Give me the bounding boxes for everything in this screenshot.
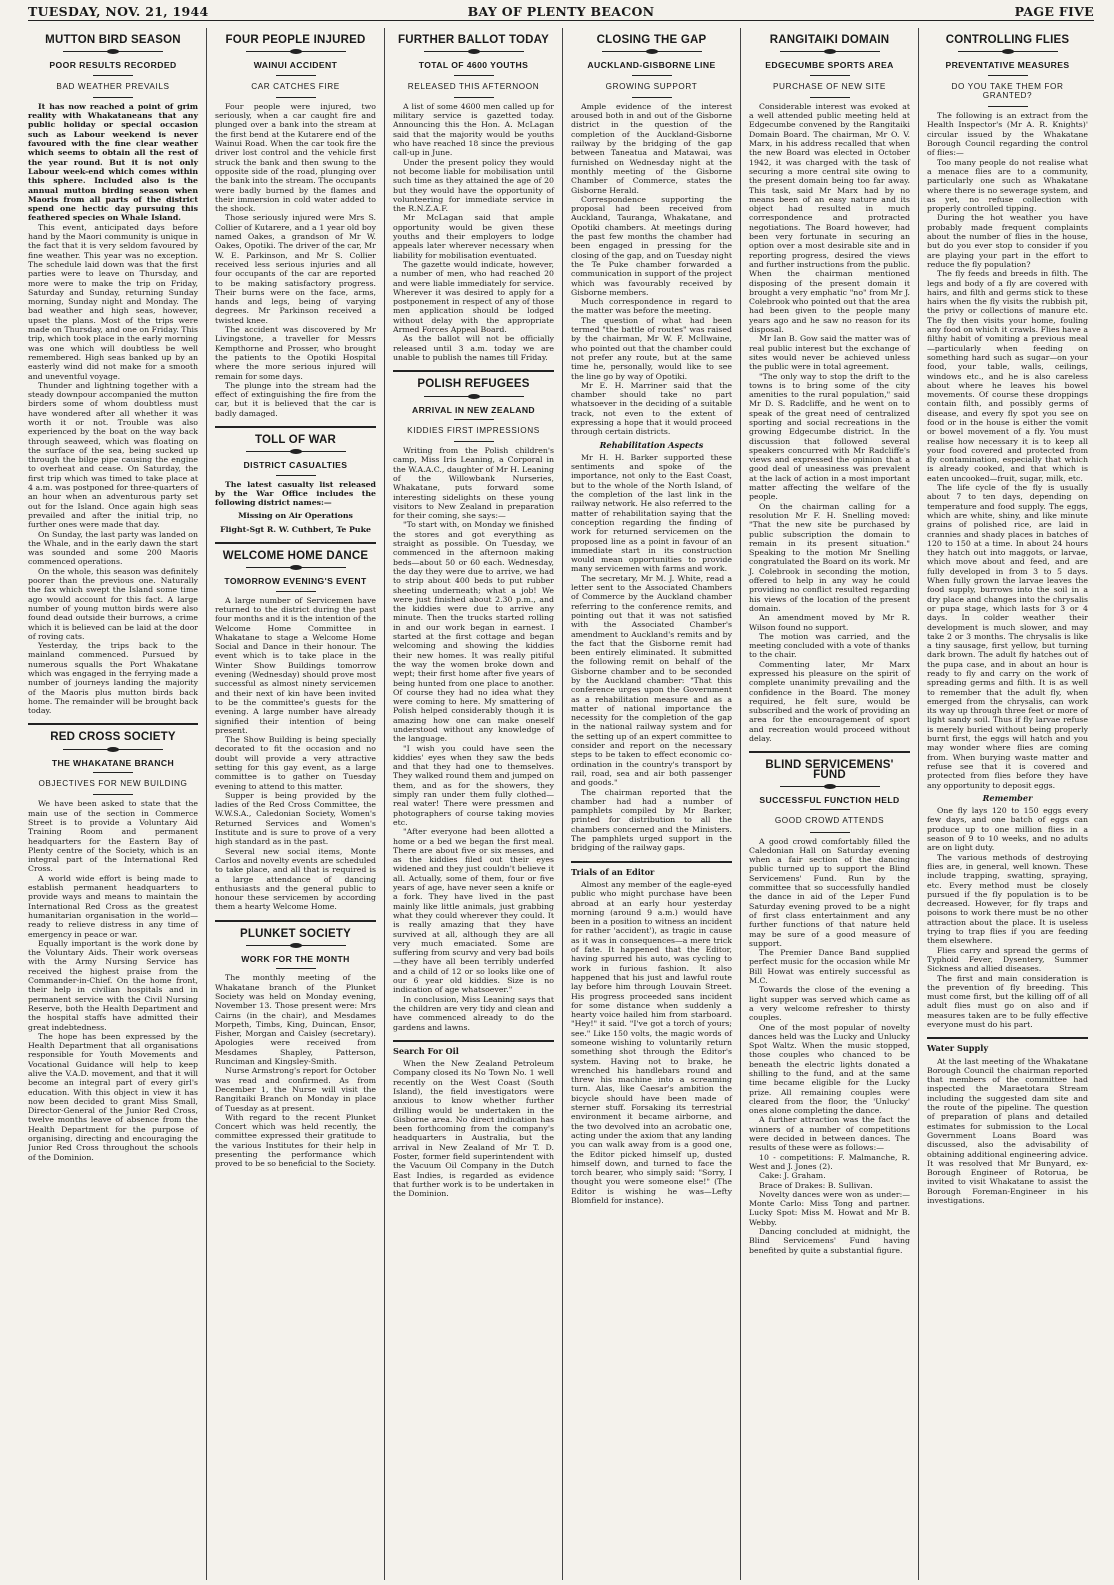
paragraph: Nurse Armstrong's report for October was read and confirmed. As from December 1, the Nurse will visit the Rangitaiki Branch on Monday in place of Tuesday as at present.: [215, 1066, 376, 1113]
column-divider: [749, 751, 910, 753]
paragraph: This event, anticipated days before hand by the Maori community is unique in the fact that it is very seldom favoured by fine weather. This year was no exception. The schedule laid down was that the first parties were to leave on Thursday, and more were to make the trip on Friday, Saturday and Sunday, returning Sunday morning, Sunday night and Monday. The bad weather and high seas, however, upset the plans. Most of the trips were made on Thursday, and one on Friday. This trip, which took place in the early morning was one which will doubtless be well remembered. High seas banked up by an easterly wind did not make for a smooth and uneventful voyage.: [28, 222, 198, 381]
headline: MUTTON BIRD SEASON: [45, 34, 181, 46]
paragraph: A world wide effort is being made to establish permanent headquarters to provide ways and means to maintain the International Red Cross as the greatest humanitarian organisation in the world—ready to relieve distress in any time of emergency in peace or war.: [28, 873, 198, 939]
paragraph: The gazette would indicate, however, a number of men, who had reached 20 and were liable immediately for service. Wherever it was desired to apply for a postponement in respect of any of those men application should be lodged without delay with the appropriate Armed Forces Appeal Board.: [393, 259, 554, 335]
article-red-cross: [28, 733, 198, 1161]
subheadline: EDGECUMBE SPORTS AREA: [765, 60, 894, 71]
paragraph: Mr H. H. Barker supported these sentiments and spoke of the importance, not only to the East Coast, but to the whole of the North Island, of the completion of the last link in the railway network. He also referred to the matter of rehabilitation saying that the conception regarding the finding of work for returned servicemen on the proposed line as a point in favour of an immediate start in its construction would mean opportunities to provide many servicemen with farms and work.: [571, 452, 732, 574]
paragraph: The life cycle of the fly is usually about 7 to ten days, depending on temperature and food supply. The eggs, which are white, shiny, and like minute grains of polished rice, are laid in crannies and shady places in batches of 120 to 150 at a time. In about 24 hours they hatch out into maggots, or larvae, which move about and feed, and are fully developed in from 3 to 5 days. When fully grown the larvae leaves the food supply, burrows into the soil in a dry place and changes into the chrysalis or pupa stage, which lasts for 3 or 4 days. In colder weather their development is much slower, and may take 2 or 3 months. The chrysalis is like a tiny sausage, first yellow, but turning dark brown. The adult fly hatches out of the pupa case, and in about an hour is ready to fly and carry on the work of spreading germs and filth. It is as well to remember that the adult fly, when emerged from the chrysalis, can work its way up through three feet or more of light sandy soil. Thus if fly larvae refuse is merely buried without being properly burnt first, the eggs will hatch and you may wonder where flies are coming from. When burying waste matter and refuse see that it is covered and protected from flies before they have any opportunity to deposit eggs.: [927, 483, 1088, 790]
column-divider: [393, 1040, 554, 1042]
paragraph: Mr E. H. Marriner said that the chamber should take no part whatsoever in the deciding of a suitable track, not even to the extent of expressing a hope that it would proceed through certain districts.: [571, 380, 732, 437]
article-plunket-society: [215, 927, 376, 1169]
paragraph: The fly feeds and breeds in filth. The legs and body of a fly are covered with hairs, and filth and germs stick to these hairs when the fly visits the rubbish pit, the privy or collections of manure etc. The fly then visits your home, fouling any food on which it crawls. Flies have a filthy habit of vomiting a previous meal—particularly when feeding on something hard such as sugar—on your food, your table, walls, ceilings, windows etc., and he is also careless about where he leaves his bowel movements. Of course these droppings contain filth, and possibly germs of disease, and every fly spot you see on food or in the house is either the vomit or bowel movement of a fly. You must realise how necessary it is to keep all your food covered and protected from fly contamination, especially that which is already cooked, and that which is eaten uncooked—fruit, sugar, milk, etc.: [927, 269, 1088, 483]
headline: FURTHER BALLOT TODAY: [398, 34, 549, 46]
divider: [988, 75, 1028, 76]
article-blind-servicemens-fund: [749, 761, 910, 1255]
column-divider: [393, 370, 554, 372]
subheadline: AUCKLAND-GISBORNE LINE: [587, 60, 716, 71]
paragraph: On Sunday, the last party was landed on the Whale, and in the early dawn the start was sounded and some 200 Maoris commenced operations.: [28, 529, 198, 567]
ornament-rule: [246, 565, 346, 571]
column-4: [562, 28, 740, 1580]
paragraph: The motion was carried, and the meeting concluded with a vote of thanks to the chair.: [749, 631, 910, 660]
article-further-ballot: [393, 36, 554, 362]
subheadline: PURCHASE OF NEW SITE: [773, 81, 886, 91]
divider: [93, 75, 133, 76]
headline: CONTROLLING FLIES: [945, 34, 1070, 46]
divider: [454, 419, 494, 420]
headline: Search For Oil: [393, 1045, 459, 1056]
subheadline: ARRIVAL IN NEW ZEALAND: [411, 404, 536, 415]
section-subhead: Rehabilitation Aspects: [599, 439, 704, 450]
paragraph: "To start with, on Monday we finished the stores and got everything as straight as possible. On Tuesday, we commenced in the afternoon making beds—about 50 or 60 each. Wednesday, the day they were due to arrive, we had to strip about 400 beds to put rubber sheeting underneath; what a job! We were just finished about 2.30 p.m., and the kiddies were due to arrive any minute. Then the trucks started rolling in and our work began in earnest. I started at the first cottage and began welcoming and showing the kiddies their new homes. It was really pitiful the way the women broke down and wept; their first home after five years of being hunted from one place to another. Of course they had no idea what they were coming to here. My smattering of Polish helped considerably though it is amazing how one can make oneself understood without any knowledge of the language.: [393, 520, 554, 744]
paragraph: Dancing concluded at midnight, the Blind Servicemens' Fund having benefited by quite a substantial figure.: [749, 1227, 910, 1255]
subheadline: KIDDIES FIRST IMPRESSIONS: [407, 425, 540, 435]
divider: [93, 97, 133, 98]
paragraph: A further attraction was the fact the winners of a number of competitions were decided in between dances. The results of these were as follows:—: [749, 1115, 910, 1153]
paragraph: The first and main consideration is the prevention of fly breeding. This must come first, but the killing off of all adult flies must go on also and if measures taken are to be fully effective everyone must do his part.: [927, 973, 1088, 1029]
paragraph: Several new social items, Monte Carlos and novelty events are scheduled to take place, and all that is required is a large attendance of dancing enthusiasts and the general public to honour these servicemen by according them a hearty Welcome Home.: [215, 846, 376, 912]
divider: [276, 475, 316, 476]
divider: [93, 772, 133, 773]
ornament-rule: [958, 49, 1058, 55]
subheadline: POOR RESULTS RECORDED: [49, 60, 177, 71]
paragraph: Novelty dances were won as under:—Monte Carlo: Miss Tong and partner. Lucky Spot: Miss M. Howat and Mr B. Webby.: [749, 1189, 910, 1227]
paragraph: The hope has been expressed by the Health Department that all organisations responsible for Youth Movements and Vocational Guidance will help to keep alive the V.A.D. movement, and that it will become an integral part of every girl's education. With this object in view it has now been decided to grant Miss Small, Director-General of the Junior Red Cross, twelve months leave of absence from the Health Department for the purpose of organising, directing and encouraging the Junior Red Cross throughout the schools of the Dominion.: [28, 1031, 198, 1162]
paragraph: Those seriously injured were Mrs S. Collier of Kutarere, and a 1 year old boy named Oakes, a grandson of Mr W. Oakes, Opotiki. The driver of the car, Mr W. E. Parkinson, and Mr S. Collier received less serious injuries and all four occupants of the car are reported to be making satisfactory progress. Their burns were on the face, arms, hands and legs, being of varying degrees. Mr Parkinson received a twisted knee.: [215, 213, 376, 325]
paragraph: One fly lays 120 to 150 eggs every few days, and one batch of eggs can produce up to one million flies in a season of 9 to 10 weeks, and no adults are on light duty.: [927, 806, 1088, 853]
subheadline: WAINUI ACCIDENT: [253, 60, 338, 71]
article-closing-the-gap: [571, 36, 732, 853]
paragraph: Thunder and lightning together with a steady downpour accompanied the mutton birders some of whom doubtless must have wondered after all whether it was worth it or not. Trouble was also experienced by the boat on the way back through seaweed, which was floating on the surface of the sea, being sucked up through the bilge pipe causing the engine to overheat and cease. On Saturday, the first trip which was timed to take place at 4 a.m. was postponed for three-quarters of an hour when an adventurous party set out for the Island. Once again high seas prevailed and after the initial trip, no further ones were made that day.: [28, 380, 198, 530]
article-search-for-oil: [393, 1047, 554, 1199]
subheadline: WORK FOR THE MONTH: [241, 954, 350, 965]
headline: BLIND SERVICEMENS' FUND: [765, 759, 894, 781]
subheadline: GROWING SUPPORT: [605, 81, 698, 91]
subheadline: CAR CATCHES FIRE: [251, 81, 340, 91]
paragraph: A large number of Servicemen have returned to the district during the past four months and it is the intention of the Welcome Home Committee in Whakatane to stage a Welcome Home Social and Dance in their honour. The event which is to take place in the Winter Show Buildings tomorrow evening (Wednesday) should prove most successful as almost ninety servicemen and their next of kin have been invited to be the committee's guests for the evening. A large number have already signified their intention of being present.: [215, 595, 376, 735]
column-divider: [215, 542, 376, 544]
column-2: [206, 28, 384, 1580]
divider: [276, 75, 316, 76]
paragraph: "I wish you could have seen the kiddies' eyes when they saw the beds and that they had one to themselves. They walked round them and jumped on them, and as for the showers, they simply ran under them fully clothed—real water! There were pressmen and photographers of course taking movies etc.: [393, 743, 554, 827]
paragraph: Cake: J. Graham.: [759, 1171, 826, 1181]
paragraph: On the chairman calling for a resolution Mr F. H. Snelling moved: "That the new site be purchased by public subscription the domain to remain in its present situation." Speaking to the motion Mr Snelling congratulated the Board on its work. Mr J. Colebrook in seconding the motion, offered to help in any way he could providing no conflict resulted regarding his views of the location of the present domain.: [749, 501, 910, 613]
subheadline: DISTRICT CASUALTIES: [243, 460, 348, 471]
paragraph: The secretary, Mr M. J. White, read a letter sent to the Associated Chambers of Commerce by the Auckland chamber referring to the conference remits, and pointing out that it was not satisfied with the Associated Chamber's amendment to Auckland's remits and by the fact that the Gisborne remit had been entirely eliminated. It submitted the following remit on behalf of the Gisborne chamber and to be seconded by the Auckland chamber: "That this conference urges upon the Government as a rehabilitation measure and as a matter of national importance the necessity for the completion of the gap in the national railway system and for the setting up of an expert committee to consider and report on the necessary steps to be taken to effect economic co-ordination in the country's transport by rail, road, sea and air both passenger and goods.": [571, 573, 732, 788]
column-divider: [927, 1037, 1088, 1039]
subheadline: BAD WEATHER PREVAILS: [56, 81, 170, 91]
paragraph: Writing from the Polish children's camp, Miss Iris Leaning, a Corporal in the W.A.A.C., daughter of Mr H. Leaning of the Willowbank Nurseries, Whakatane, puts forward some interesting sidelights on these young visitors to New Zealand in preparation for their coming, she says:—: [393, 446, 554, 521]
column-5: [740, 28, 918, 1580]
paragraph: Much correspondence in regard to the matter was before the meeting.: [571, 297, 732, 316]
lead-paragraph: It has now reached a point of grim reality with Whakataneans that any public holiday or special occasion such as Labour weekend is never favoured with the fine clear weather which seems to obtain all the rest of the year round. But it is not only Labour week-end which comes within this sphere. Included also is the annual mutton birding season when Maoris from all parts of the district spend one hectic day pursuing this feathered species on Whale Island.: [28, 101, 198, 223]
ornament-rule: [602, 49, 702, 55]
article-polish-refugees: [393, 380, 554, 1032]
paragraph: A good crowd comfortably filled the Caledonian Hall on Saturday evening when a fair section of the dancing public turned up to support the Blind Servicemens' Fund. Run by the committee that so successfully handled the dance in aid of the Leper Fund Saturday evening proved to be a night of first class entertainment and any further functions of that nature held may be sure of a good measure of support.: [749, 836, 910, 948]
article-water-supply: [927, 1044, 1088, 1205]
ornament-rule: [246, 449, 346, 455]
article-toll-of-war: [215, 433, 376, 534]
subheadline: SUCCESSFUL FUNCTION HELD: [759, 794, 900, 805]
divider: [276, 97, 316, 98]
article-rangitaiki-domain: [749, 36, 910, 743]
divider: [454, 441, 494, 442]
headline: RANGITAIKI DOMAIN: [769, 34, 890, 46]
column-1: [28, 28, 206, 1580]
divider: [632, 75, 672, 76]
paragraph: We have been asked to state that the main use of the section in Commerce Street is to provide a Voluntary Aid Training Room and permanent headquarters for the Eastern Bay of Plenty centre of the Society, which is an integral part of the International Red Cross.: [28, 799, 198, 874]
paragraph: Almost any member of the eagle-eyed public who might purchase have been abroad at an early hour yesterday morning (around 9 a.m.) would have been in a position to witness an incident for rather 'accident'), as tragic in cause as it was in consequences—a mere trick of fate. It happened that the Editor, having spurred his auto, was cycling to work in furious fashion. It also happened that his just and lawful route lay before him through Louvain Street. His progress proceeded sans incident for some distance when suddenly a hearty voice hailed him from starboard. "Hey!" it said. "I've got a torch of yours; see." Like 150 volts, the magic words of someone wishing to voluntarily return something shot through the Editor's system. Having not to brake, he wrenched his handlebars round and threw his machine into a screaming turn. Alas, like Caesar's ambition the bicycle should have been made of sterner stuff. Forsaking its terrestrial environment it became airborne, and the two devolved into an acrobatic one, acting under the axiom that any landing you can walk away from is a good one, the Editor picked himself up, dusted himself down, and turned to face the torch bearer, who simply said: "Sorry, I thought you were someone else!" (The Editor is wishing he was—Lefty Blomfield for instance).: [571, 879, 732, 1206]
subheadline: TOTAL OF 4600 YOUTHS: [418, 60, 529, 71]
section-subhead: Remember: [982, 792, 1033, 803]
headline: PLUNKET SOCIETY: [240, 927, 351, 940]
subheadline: RELEASED THIS AFTERNOON: [407, 81, 540, 91]
divider: [276, 968, 316, 969]
divider: [810, 97, 850, 98]
ornament-rule: [63, 49, 163, 55]
paragraph: When the New Zealand Petroleum Company closed its No Town No. 1 well recently on the West Coast (South Island), the field investigators were anxious to know whether further drilling would be undertaken in the Gisborne area. No direct indication has been forthcoming from the company's headquarters in Australia, but the arrival in New Zealand of Mr T. D. Foster, former field superintendent with the Vacuum Oil Company in the Dutch East Indies, is regarded as evidence that further work is to be undertaken in the Dominion.: [393, 1059, 554, 1199]
paragraph: Four people were injured, two seriously, when a car caught fire and plunged over a bank into the stream at the first bend at the Kutarere end of the Wainui Road. When the car took fire the driver lost control and the vehicle first struck the bank and then swung to the opposite side of the road, plunging over the bank into the stream. The occupants were badly burned by the flames and their immersion in cold water added to the shock.: [215, 101, 376, 214]
divider: [810, 75, 850, 76]
column-3: [384, 28, 562, 1580]
ornament-rule: [246, 49, 346, 55]
article-trials-of-an-editor: [571, 868, 732, 1206]
paragraph: The Show Building is being specially decorated to fit the occasion and no doubt will provide a very attractive setting for this gay event, as a large committee is to gather on Tuesday evening to attend to this matter.: [215, 735, 376, 791]
article-mutton-bird-season: [28, 36, 198, 715]
paragraph: The various methods of destroying flies are, in general, well known. These include trapping, swatting, spraying, etc. Every method must be closely pursued if the fly population is to be decreased. However, for fly traps and poisons to work there must be no other attraction about the place. It is useless trying to trap flies if you are feeding them elsewhere.: [927, 852, 1088, 946]
paragraph: The question of what had been termed "the battle of routes" was raised by the chairman, Mr W. F. McIlwaine, who pointed out that the chamber could not prefer any route, but at the same time he, personally, would like to see the line go by way of Opotiki.: [571, 315, 732, 381]
column-divider: [28, 723, 198, 725]
paragraph: Flies carry and spread the germs of Typhoid Fever, Dysentery, Summer Sickness and allied diseases.: [927, 945, 1088, 974]
subheadline: OBJECTIVES FOR NEW BUILDING: [38, 779, 188, 789]
paragraph: In conclusion, Miss Leaning says that the children are very tidy and clean and have commenced already to do the gardens and lawns.: [393, 994, 554, 1032]
paragraph: As the ballot will not be officially released until 3 a.m. today we are unable to publish the names till Friday.: [393, 334, 554, 362]
subheadline: PREVENTATIVE MEASURES: [945, 60, 1070, 71]
article-four-people-injured: [215, 36, 376, 418]
ornament-rule: [246, 943, 346, 949]
lead-paragraph: The latest casualty list released by the War Office includes the following district names:—: [215, 479, 376, 508]
ornament-rule: [424, 49, 524, 55]
ornament-rule: [63, 747, 163, 753]
column-6: [918, 28, 1096, 1580]
paragraph: With regard to the recent Plunket Concert which was held recently, the committee expressed their gratitude to the various Institutes for their help in presenting the performance which proved to be so beneficial to the Society.: [215, 1112, 376, 1169]
divider: [276, 591, 316, 592]
ornament-rule: [780, 784, 880, 790]
casualty-list-heading: Missing on Air Operations: [238, 511, 353, 521]
subheadline: THE WHAKATANE BRANCH: [51, 757, 175, 768]
divider: [988, 106, 1028, 107]
paragraph: On the whole, this season was definitely poorer than the previous one. Naturally the fax which swept the Island some time ago would account for this fact. A large number of young mutton birds were also found dead outside their burrows, a crime which it is believed can be laid at the door of roving cats.: [28, 566, 198, 641]
paragraph: Too many people do not realise what a menace flies are to a community, particularly one such as Whakatane where there is no sewerage system, and as yet, no refuse collection with properly controlled tipping.: [927, 157, 1088, 214]
headline: Trials of an Editor: [571, 866, 655, 877]
article-controlling-flies: [927, 36, 1088, 1029]
headline: CLOSING THE GAP: [596, 34, 707, 46]
divider: [632, 97, 672, 98]
subheadline: GOOD CROWD ATTENDS: [774, 816, 885, 826]
divider: [93, 794, 133, 795]
paragraph: One of the most popular of novelty dances held was the Lucky and Unlucky Spot Waltz. When the music stopped, those couples who chanced to be beneath the electric lights donated a shilling to the fund, and at the same time became eligible for the Lucky prize. All remaining couples were cleared from the floor, the 'Unlucky' ones alone completing the dance.: [749, 1022, 910, 1116]
paragraph: The Premier Dance Band supplied perfect music for the occasion while Mr Bill Howat was entirely successful as M.C.: [749, 948, 910, 986]
paragraph: At the last meeting of the Whakatane Borough Council the chairman reported that members of the committee had inspected the Maraetotara Stream including the suggested dam site and the route of the pipeline. The question of preparation of plans and detailed estimates for submission to the Local Government Loans Board was discussed, also the advisability of obtaining additional engineering advice. It was resolved that Mr Bunyard, ex-Borough Engineer of Rotorua, be invited to visit Whakatane to assist the Borough Foreman-Engineer in his investigations.: [927, 1056, 1088, 1206]
subheadline: DO YOU TAKE THEM FOR GRANTED?: [951, 81, 1064, 100]
paragraph: The monthly meeting of the Whakatane branch of the Plunket Society was held on Monday evening, November 13. Those present were: Mrs Cairns (in the chair), and Mesdames Morpeth, Timbs, King, Duincan, Ensor, Fisher, Morgan and Caisley (secretary). Apologies were received from Mesdames Shapley, Patterson, Runciman and Kingsley-Smith.: [215, 973, 376, 1067]
ornament-rule: [780, 49, 880, 55]
paragraph: During the hot weather you have probably made frequent complaints about the number of flies in the house, but do you ever stop to consider if you are playing your part in the effort to reduce the fly population?: [927, 213, 1088, 269]
paragraph: Brace of Drakes: B. Sullivan.: [759, 1180, 873, 1190]
paragraph: Mr McLagan said that ample opportunity would be given these youths and their employers to lodge appeals later wherever necessary when liability for mobilisation eventuated.: [393, 213, 554, 260]
paragraph: The following is an extract from the Health Inspector's (Mr A. R. Knights)' circular issued by the Whakatane Borough Council regarding the control of flies:—: [927, 111, 1088, 158]
issue-date: TUESDAY, NOV. 21, 1944: [28, 4, 209, 19]
paragraph: Supper is being provided by the ladies of the Red Cross Committee, the W.W.S.A., Caledonian Society, Women's Returned Services and Women's Institute and is sure to prove of a very high standard as in the past.: [215, 790, 376, 847]
paragraph: "The only way to stop the drift to the towns is to bring some of the city amenities to the rural population," said Mr D. S. Radcliffe, and he went on to speak of the great need of centralized sporting and social recreations in the growing Edgecumbe district. In the discussion that followed several speakers concurred with Mr Radcliffe's views and expressed the opinion that a good deal of uneasiness was prevalent at the lack of action in a most important matter affecting the welfare of the people.: [749, 371, 910, 502]
paragraph: The chairman reported that the chamber had had a number of pamphlets compiled by Mr Barker, printed for distribution to all the chambers concerned and the Ministers. The pamphlets urged support in the bridging of the railway gaps.: [571, 787, 732, 853]
paragraph: The accident was discovered by Mr Livingstone, a traveller for Messrs Kempthorne and Prosser, who brought the patients to the Opotiki Hospital where the more serious injured will remain for some days.: [215, 325, 376, 381]
paragraph: Equally important is the work done by the Voluntary Aids. Their work overseas with the Army Nursing Service has received the highest praise from the Commander-in-Chief. On the home front, their help in civilian hospitals and in permanent service with the Civil Nursing Reserve, both the Health Department and the hospital staffs have admitted their great indebtedness.: [28, 938, 198, 1032]
headline: WELCOME HOME DANCE: [222, 550, 369, 563]
paragraph: 10 - competitions: F. Malmanche, R. West and J. Jones (2).: [749, 1152, 910, 1171]
headline: FOUR PEOPLE INJURED: [225, 34, 366, 46]
masthead: [28, 4, 1094, 21]
paragraph: Under the present policy they would not become liable for mobilisation until such time as they attained the age of 20 but they would have the opportunity of volunteering for immediate service in the R.N.Z.A.F.: [393, 157, 554, 214]
headline: RED CROSS SOCIETY: [50, 731, 176, 744]
column-divider: [215, 920, 376, 922]
paragraph: Considerable interest was evoked at a well attended public meeting held at Edgecumbe convened by the Rangitaiki Domain Board. The chairman, Mr O. V. Marx, in his address recalled that when the new Board was elected in October 1942, it was charged with the task of securing a more central site owing to the present domain being too far away. This task, said Mr Marx had by no means been of an easy nature and its object had resulted in much correspondence and protracted negotiations. The Board however, had been very fortunate in securing an option over a most desirable site and in reporting progress, desired the views and further instructions from the public. When the chairman mentioned disposing of the present domain it brought a very emphatic "no" from Mr J. Colebrook who pointed out that the area had been given to the people many years ago and he saw no reason for its disposal.: [749, 101, 910, 335]
paragraph: Mr Ian B. Gow said the matter was of real public interest but the exchange of sites would never be achieved unless the public were in total agreement.: [749, 334, 910, 372]
divider: [810, 809, 850, 810]
paragraph: Yesterday, the trips back to the mainland commenced. Pursued by numerous squalls the Port Whakatane which was engaged in the ferrying made a number of journeys landing the majority of the Maoris plus mutton birds back home. The remainder will be brought back today.: [28, 641, 198, 716]
divider: [454, 75, 494, 76]
paragraph: A list of some 4600 men called up for military service is gazetted today. Announcing this the Hon. A. McLagan said that the majority would be youths who have reached 18 since the previous call-up in June.: [393, 101, 554, 158]
paragraph: Commenting later, Mr Marx expressed his pleasure on the spirit of complete unanimity prevailing and the confidence in the Board. The money required, he felt sure, would be subscribed and the work of providing an area for the encouragement of sport and recreation would proceed without delay.: [749, 659, 910, 744]
paragraph: An amendment moved by Mr R. Wilson found no support.: [749, 613, 910, 632]
column-divider: [571, 861, 732, 863]
casualty-list-item: Flight-Sgt R. W. Cuthbert, Te Puke: [220, 524, 371, 534]
paragraph: Correspondence supporting the proposal had been received from Auckland, Tauranga, Whakatane, and Opotiki chambers. At meetings during the past few months the chamber had been engaged in pressing for the closing of the gap, and on Tuesday night the Te Puke chamber forwarded a communication in support of the project which was favourably received by Gisborne members.: [571, 194, 732, 297]
headline: Water Supply: [927, 1043, 989, 1054]
headline: POLISH REFUGEES: [417, 378, 530, 391]
page-number: PAGE FIVE: [1014, 4, 1094, 19]
divider: [810, 832, 850, 833]
headline: TOLL OF WAR: [255, 433, 336, 446]
subheadline: TOMORROW EVENING'S EVENT: [224, 576, 367, 587]
column-divider: [215, 426, 376, 428]
article-welcome-home-dance: [215, 552, 376, 912]
ornament-rule: [424, 394, 524, 400]
divider: [454, 97, 494, 98]
paragraph: Ample evidence of the interest aroused both in and out of the Gisborne district in the question of the completion of the Auckland-Gisborne railway by the bridging of the gap between Taneatua and Matawai, was furnished on Wednesday night at the monthly meeting of the Gisborne Chamber of Commerce, states the Gisborne Herald.: [571, 101, 732, 195]
paragraph: The plunge into the stream had the effect of extinguishing the fire from the car, but it is believed that the car is badly damaged.: [215, 380, 376, 418]
newspaper-name: BAY OF PLENTY BEACON: [467, 4, 655, 19]
page-columns: [28, 28, 1096, 1580]
paragraph: Towards the close of the evening a light supper was served which came as a very welcome refresher to thirsty couples.: [749, 985, 910, 1023]
paragraph: "After everyone had been allotted a home or a bed we began the first meal. There are about five or six messes, and as the kiddies filed out their eyes widened and they just couldn't believe it all. Actually, some of them, four or five years of age, have never seen a knife or a fork. They have lived in the past mainly like little animals, just grabbing what they could wherever they could. It is really amazing that they have survived at all, although they are all very much emaciated. Some are suffering from scurvy and very bad boils—they have all been terribly underfed and a child of 12 or so looks like one of our 6 year old kiddies. Size is no indication of age whatsoever.": [393, 827, 554, 995]
